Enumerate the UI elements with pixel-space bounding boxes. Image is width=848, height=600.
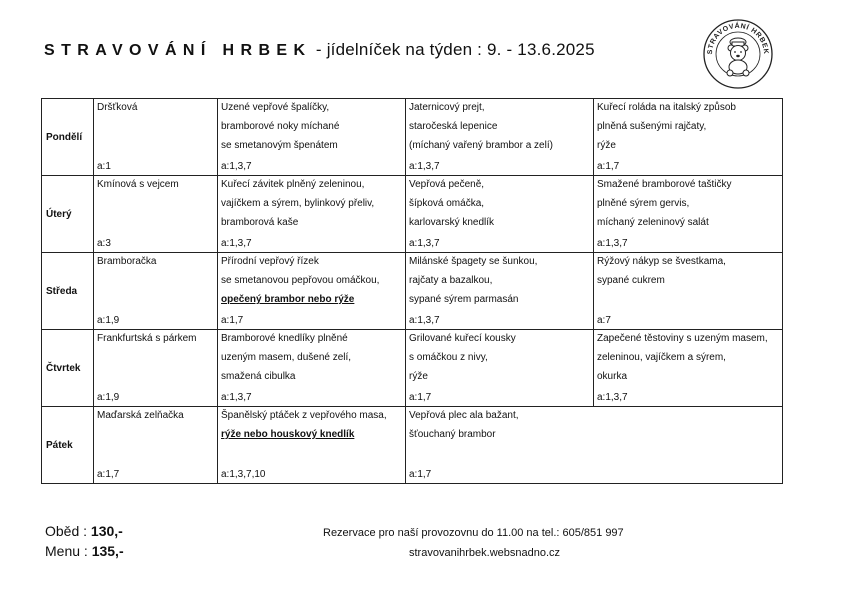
page-title bbox=[44, 40, 595, 60]
meal-line: Vepřová pečeně, bbox=[409, 179, 485, 190]
meal-line: se smetanovou pepřovou omáčkou, bbox=[221, 275, 380, 286]
meal-cell-content bbox=[406, 253, 593, 329]
meal-cell bbox=[218, 407, 406, 484]
soup-cell bbox=[94, 253, 218, 330]
logo-text: STRAVOVÁNÍ HRBEK bbox=[706, 22, 770, 55]
meal-line: plněná sušenými rajčaty, bbox=[597, 121, 707, 132]
meal-line: sypané sýrem parmasán bbox=[409, 294, 519, 305]
meal-line: zeleninou, vajíčkem a sýrem, bbox=[597, 352, 726, 363]
allergens-label: a:1,3,7 bbox=[221, 161, 252, 172]
meal-line: bramborová kaše bbox=[221, 217, 299, 228]
meal-line: uzeným masem, dušené zelí, bbox=[221, 352, 352, 363]
meal-line: bramborové noky míchané bbox=[221, 121, 340, 132]
meal-cell-content bbox=[218, 407, 405, 483]
meal-line: rýže nebo houskový knedlík bbox=[221, 429, 355, 440]
menu-price bbox=[45, 543, 124, 559]
bear-chef-logo-icon bbox=[702, 18, 774, 90]
meal-line: opečený brambor nebo rýže bbox=[221, 294, 355, 305]
brand-name: STRAVOVÁNÍ HRBEK bbox=[44, 42, 312, 59]
lunch-price-label: Oběd : bbox=[45, 523, 88, 539]
meal-cell bbox=[594, 99, 783, 176]
meal-cell-content bbox=[594, 330, 782, 406]
meal-line: Maďarská zelňačka bbox=[97, 410, 184, 421]
meal-line: vajíčkem a sýrem, bylinkový přeliv, bbox=[221, 198, 375, 209]
meal-cell bbox=[406, 253, 594, 330]
meal-line: šťouchaný brambor bbox=[409, 429, 496, 440]
meal-cell-content bbox=[218, 253, 405, 329]
meal-line: staročeská lepenice bbox=[409, 121, 498, 132]
meal-line: Kuřecí roláda na italský způsob bbox=[597, 102, 736, 113]
allergens-label: a:3 bbox=[97, 238, 111, 249]
meal-cell-content bbox=[94, 99, 217, 175]
day-name: Úterý bbox=[42, 176, 94, 253]
meal-cell bbox=[218, 330, 406, 407]
meal-line: Zapečené těstoviny s uzeným masem, bbox=[597, 333, 768, 344]
meal-line: s omáčkou z nivy, bbox=[409, 352, 488, 363]
menu-row bbox=[42, 253, 783, 330]
meal-cell-content bbox=[406, 99, 593, 175]
meal-cell bbox=[406, 176, 594, 253]
meal-cell-content bbox=[406, 407, 782, 483]
allergens-label: a:1,9 bbox=[97, 315, 120, 326]
menu-price-label: Menu : bbox=[45, 543, 88, 559]
website-url: stravovanihrbek.websnadno.cz bbox=[409, 547, 561, 559]
meal-line: rajčaty a bazalkou, bbox=[409, 275, 493, 286]
meal-cell bbox=[218, 99, 406, 176]
weekly-menu-table bbox=[41, 98, 783, 484]
meal-line: míchaný zeleninový salát bbox=[597, 217, 709, 228]
meal-cell bbox=[406, 407, 783, 484]
allergens-label: a:1,7 bbox=[409, 469, 432, 480]
allergens-label: a:1,9 bbox=[97, 392, 120, 403]
meal-cell-content bbox=[594, 176, 782, 252]
menu-price-value: 135,- bbox=[91, 543, 124, 559]
allergens-label: a:1,7 bbox=[221, 315, 244, 326]
meal-cell-content bbox=[94, 407, 217, 483]
day-name: Pondělí bbox=[42, 99, 94, 176]
meal-line: smažená cibulka bbox=[221, 371, 296, 382]
allergens-label: a:1,3,7 bbox=[409, 161, 440, 172]
allergens-label: a:1,3,7 bbox=[597, 238, 628, 249]
meal-line: Španělský ptáček z vepřového masa, bbox=[221, 410, 387, 421]
meal-line: plněné sýrem gervis, bbox=[597, 198, 690, 209]
meal-line: okurka bbox=[597, 371, 628, 382]
week-subtitle: - jídelníček na týden : 9. - 13.6.2025 bbox=[315, 40, 595, 59]
allergens-label: a:1,3,7 bbox=[221, 238, 252, 249]
allergens-label: a:1 bbox=[97, 161, 111, 172]
day-name: Čtvrtek bbox=[42, 330, 94, 407]
allergens-label: a:7 bbox=[597, 315, 611, 326]
meal-cell bbox=[406, 99, 594, 176]
meal-line: karlovarský knedlík bbox=[409, 217, 495, 228]
meal-line: Kmínová s vejcem bbox=[97, 179, 179, 190]
meal-line: (míchaný vařený brambor a zelí) bbox=[409, 140, 553, 151]
meal-cell bbox=[594, 253, 783, 330]
meal-cell-content bbox=[594, 253, 782, 329]
meal-line: Kuřecí závitek plněný zeleninou, bbox=[221, 179, 365, 190]
meal-line: Grilované kuřecí kousky bbox=[409, 333, 516, 344]
allergens-label: a:1,7 bbox=[597, 161, 620, 172]
meal-line: Milánské špagety se šunkou, bbox=[409, 256, 538, 267]
meal-cell bbox=[218, 176, 406, 253]
meal-line: rýže bbox=[409, 371, 428, 382]
meal-line: Dršťková bbox=[97, 102, 138, 113]
menu-row bbox=[42, 330, 783, 407]
meal-cell-content bbox=[94, 253, 217, 329]
meal-line: Jaternicový prejt, bbox=[409, 102, 485, 113]
meal-line: Vepřová plec ala bažant, bbox=[409, 410, 519, 421]
meal-line: Bramborové knedlíky plněné bbox=[221, 333, 348, 344]
allergens-label: a:1,3,7,10 bbox=[221, 469, 266, 480]
meal-cell-content bbox=[218, 330, 405, 406]
meal-line: Uzené vepřové špalíčky, bbox=[221, 102, 330, 113]
meal-line: Frankfurtská s párkem bbox=[97, 333, 197, 344]
lunch-price bbox=[45, 523, 123, 539]
meal-line: Bramboračka bbox=[97, 256, 157, 267]
soup-cell bbox=[94, 407, 218, 484]
meal-cell bbox=[594, 330, 783, 407]
meal-cell-content bbox=[94, 330, 217, 406]
menu-row bbox=[42, 176, 783, 253]
allergens-label: a:1,3,7 bbox=[409, 315, 440, 326]
meal-line: se smetanovým špenátem bbox=[221, 140, 338, 151]
meal-line: Smažené bramborové taštičky bbox=[597, 179, 732, 190]
meal-line: Přírodní vepřový řízek bbox=[221, 256, 319, 267]
meal-cell-content bbox=[94, 176, 217, 252]
day-name: Pátek bbox=[42, 407, 94, 484]
meal-cell-content bbox=[406, 330, 593, 406]
meal-cell-content bbox=[406, 176, 593, 252]
allergens-label: a:1,3,7 bbox=[221, 392, 252, 403]
meal-line: šípková omáčka, bbox=[409, 198, 485, 209]
day-name: Středa bbox=[42, 253, 94, 330]
reservation-note: Rezervace pro naší provozovnu do 11.00 na tel.: 605/851 997 bbox=[323, 527, 624, 539]
meal-cell-content bbox=[218, 99, 405, 175]
lunch-price-value: 130,- bbox=[90, 523, 123, 539]
menu-row bbox=[42, 407, 783, 484]
soup-cell bbox=[94, 99, 218, 176]
meal-cell bbox=[406, 330, 594, 407]
meal-cell-content bbox=[218, 176, 405, 252]
meal-line: rýže bbox=[597, 140, 616, 151]
allergens-label: a:1,7 bbox=[409, 392, 432, 403]
soup-cell bbox=[94, 176, 218, 253]
meal-line: sypané cukrem bbox=[597, 275, 665, 286]
meal-cell bbox=[218, 253, 406, 330]
allergens-label: a:1,3,7 bbox=[597, 392, 628, 403]
allergens-label: a:1,3,7 bbox=[409, 238, 440, 249]
menu-row bbox=[42, 99, 783, 176]
soup-cell bbox=[94, 330, 218, 407]
allergens-label: a:1,7 bbox=[97, 469, 120, 480]
meal-cell-content bbox=[594, 99, 782, 175]
meal-line: Rýžový nákyp se švestkama, bbox=[597, 256, 726, 267]
meal-cell bbox=[594, 176, 783, 253]
